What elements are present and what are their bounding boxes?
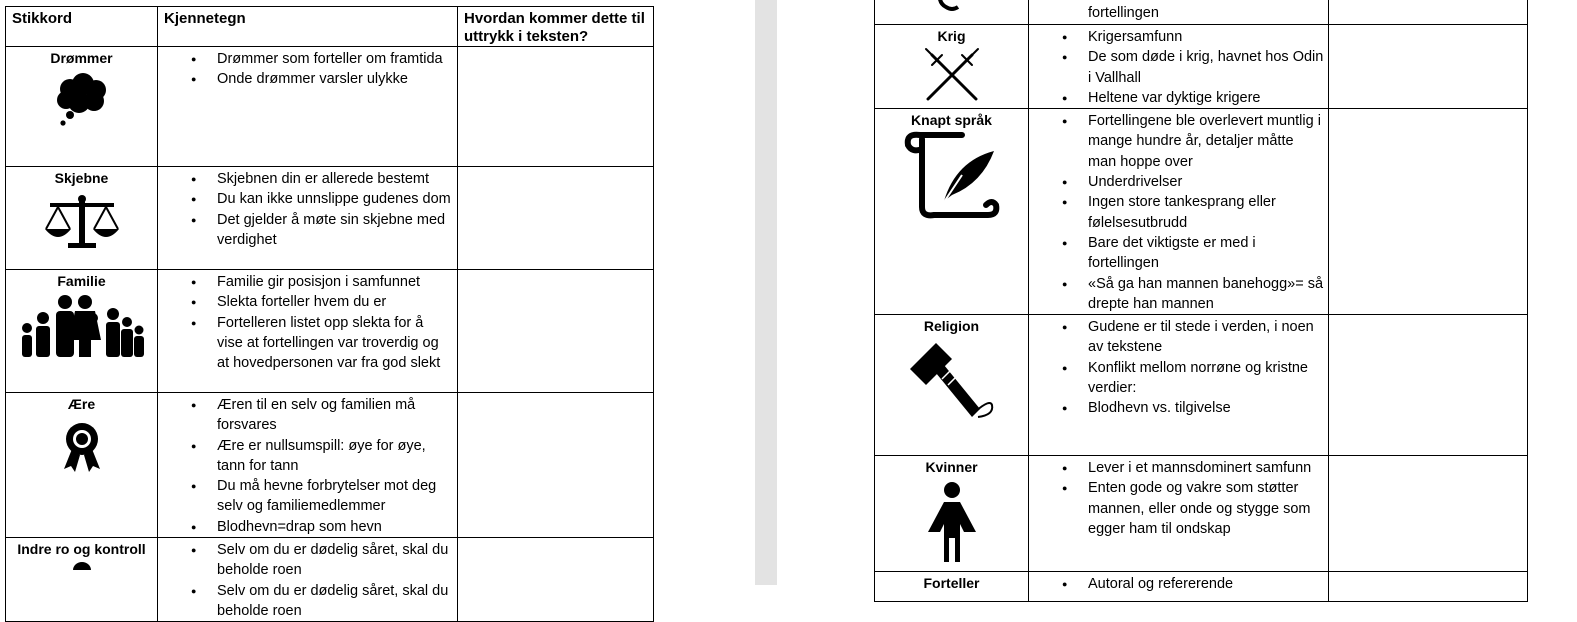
scales-icon xyxy=(44,193,120,249)
keyword-cell xyxy=(6,167,158,270)
list-item: ● Æren til en selv og familien må forsvares xyxy=(217,395,453,436)
answer-cell[interactable] xyxy=(1329,25,1528,109)
characteristics-cell xyxy=(158,393,458,538)
answer-cell[interactable] xyxy=(1329,456,1528,572)
list-item: ● Du kan ikke unnslippe gudenes dom xyxy=(217,189,453,209)
list-item: ● Konflikt mellom norrøne og kristne verdier: xyxy=(1088,358,1324,399)
list-item: ● Bare det viktigste er med i fortellingen xyxy=(1088,233,1324,274)
table-row xyxy=(6,270,654,393)
left-page-table xyxy=(5,6,654,622)
list-item: ● De som døde i krig, havnet hos Odin i Vallhall xyxy=(1088,47,1324,88)
scroll-icon xyxy=(932,0,972,17)
characteristics-cell xyxy=(1029,109,1329,315)
keyword-label: Forteller xyxy=(923,575,980,592)
answer-cell[interactable] xyxy=(1329,109,1528,315)
keyword-label: Indre ro og kontroll xyxy=(17,541,146,558)
table-row xyxy=(875,0,1528,25)
characteristics-cell xyxy=(1029,315,1329,456)
answer-cell[interactable] xyxy=(458,393,654,538)
keyword-label: Ære xyxy=(67,396,96,412)
list-item: fortellingen xyxy=(1088,5,1159,21)
keyword-cell xyxy=(6,47,158,167)
list-item: ● Autoral og refererende xyxy=(1088,574,1324,594)
award-ribbon-icon xyxy=(60,421,104,473)
keyword-label: Kvinner xyxy=(925,459,978,476)
list-item: ● Ære er nullsumspill: øye for øye, tann for tann xyxy=(217,436,453,477)
family-icon xyxy=(17,292,147,358)
list-item: ● Familie gir posisjon i samfunnet xyxy=(217,272,453,292)
answer-cell[interactable] xyxy=(458,167,654,270)
scroll-quill-icon xyxy=(902,131,1002,219)
list-item: ● Skjebnen din er allerede bestemt xyxy=(217,169,453,189)
list-item: ● Enten gode og vakre som støtter mannen, eller onde og stygge som egger ham til ondskap xyxy=(1088,478,1324,539)
list-item: ● Gudene er til stede i verden, i noen av tekstene xyxy=(1088,317,1324,358)
woman-icon xyxy=(922,480,982,564)
keyword-cell xyxy=(875,572,1029,602)
list-item: ● Slekta forteller hvem du er xyxy=(217,292,453,312)
table-row xyxy=(875,572,1528,602)
answer-cell[interactable] xyxy=(1329,315,1528,456)
list-item: ● Ingen store tankesprang eller følelsesutbrudd xyxy=(1088,192,1324,233)
keyword-label: Drømmer xyxy=(50,50,113,66)
right-page-table xyxy=(874,0,1528,602)
answer-cell[interactable] xyxy=(1329,0,1528,25)
list-item: ● Fortellingene ble overlevert muntlig i mange hundre år, detaljer måtte man hoppe over xyxy=(1088,111,1324,172)
table-row xyxy=(6,393,654,538)
list-item: ● Blodhevn=drap som hevn xyxy=(217,517,453,537)
keyword-cell xyxy=(6,393,158,538)
characteristics-cell xyxy=(1029,0,1329,25)
table-row xyxy=(6,47,654,167)
list-item: ● Drømmer som forteller om framtida xyxy=(217,49,453,69)
list-item: ● Krigersamfunn xyxy=(1088,27,1324,47)
answer-cell[interactable] xyxy=(458,47,654,167)
characteristics-cell xyxy=(158,167,458,270)
keyword-cell xyxy=(6,538,158,622)
list-item: ● Blodhevn vs. tilgivelse xyxy=(1088,398,1324,418)
table-row xyxy=(6,538,654,622)
list-item: ● Lever i et mannsdominert samfunn xyxy=(1088,458,1324,478)
list-item: ● Onde drømmer varsler ulykke xyxy=(217,69,453,89)
characteristics-cell xyxy=(158,47,458,167)
keyword-label: Krig xyxy=(937,28,966,44)
list-item: ● Underdrivelser xyxy=(1088,172,1324,192)
person-icon xyxy=(67,560,97,570)
keyword-label: Skjebne xyxy=(54,170,109,186)
table-row xyxy=(875,109,1528,315)
characteristics-cell xyxy=(1029,456,1329,572)
characteristics-cell xyxy=(158,270,458,393)
table-row xyxy=(875,25,1528,109)
characteristics-cell xyxy=(1029,572,1329,602)
table-row xyxy=(6,167,654,270)
list-item: ● Det gjelder å møte sin skjebne med verdighet xyxy=(217,210,453,251)
header-hvordan: Hvordan kommer dette til uttrykk i teksten? xyxy=(458,7,654,47)
header-kjennetegn: Kjennetegn xyxy=(158,7,458,47)
answer-cell[interactable] xyxy=(458,270,654,393)
list-item: ● Selv om du er dødelig såret, skal du beholde roen xyxy=(217,540,453,581)
answer-cell[interactable] xyxy=(458,538,654,622)
keyword-label: Familie xyxy=(57,273,106,289)
characteristics-cell xyxy=(1029,25,1329,109)
keyword-cell xyxy=(6,270,158,393)
list-item: ● Fortelleren listet opp slekta for å vise at fortellingen var troverdig og at hovedpersonen var fra god slekt xyxy=(217,313,453,374)
thought-cloud-icon xyxy=(52,73,112,129)
header-stikkord: Stikkord xyxy=(6,7,158,47)
keyword-cell xyxy=(875,315,1029,456)
list-item: ● Selv om du er dødelig såret, skal du beholde roen xyxy=(217,581,453,622)
table-row xyxy=(875,315,1528,456)
keyword-cell xyxy=(875,456,1029,572)
keyword-cell xyxy=(875,0,1029,25)
keyword-label: Religion xyxy=(923,318,980,335)
keyword-label: Knapt språk xyxy=(911,112,992,129)
answer-cell[interactable] xyxy=(1329,572,1528,602)
crossed-swords-icon xyxy=(924,47,980,101)
page-gap xyxy=(755,0,777,585)
header-row xyxy=(6,7,654,47)
characteristics-cell xyxy=(158,538,458,622)
keyword-cell xyxy=(875,109,1029,315)
hammer-icon xyxy=(906,339,998,421)
list-item: ● Heltene var dyktige krigere xyxy=(1088,88,1324,108)
keyword-cell xyxy=(875,25,1029,109)
list-item: ● Du må hevne forbrytelser mot deg selv og familiemedlemmer xyxy=(217,476,453,517)
table-row xyxy=(875,456,1528,572)
list-item: ● «Så ga han mannen banehogg»= så drepte han mannen xyxy=(1088,274,1324,315)
